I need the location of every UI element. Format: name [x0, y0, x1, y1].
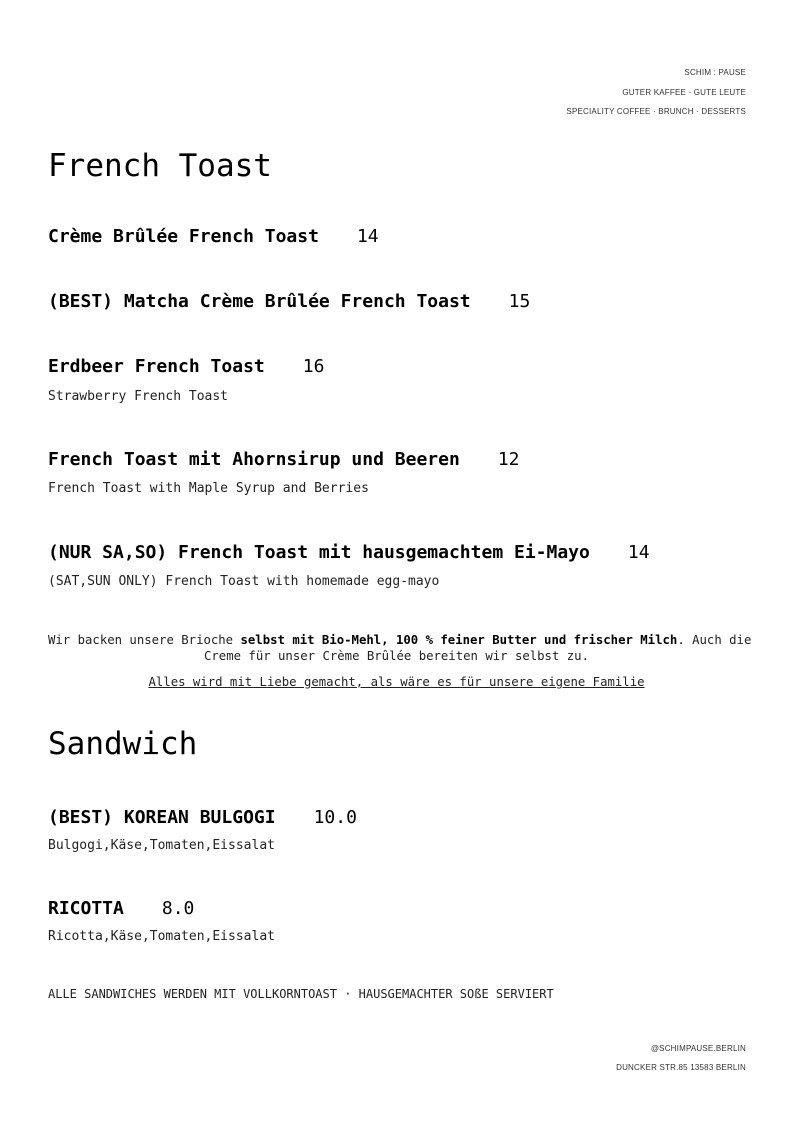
menu-item-name: (BEST) Matcha Crème Brûlée French Toast: [48, 291, 471, 312]
menu-item-price: 16: [302, 356, 325, 377]
menu-item-creme-brulee-french-toast: [48, 226, 379, 247]
menu-item-name: RICOTTA: [48, 898, 124, 919]
menu-item-price: 10.0: [313, 807, 357, 828]
menu-item-ricotta: [48, 898, 194, 919]
section-title-sandwich: Sandwich: [48, 726, 198, 762]
menu-item-ahornsirup-french-toast: [48, 449, 520, 470]
brioche-note-line-2: Creme für unser Crème Brûlée bereiten wir selbst zu.: [204, 649, 589, 663]
note-emphasis: selbst mit Bio-Mehl, 100 % feiner Butter und frischer Milch: [240, 633, 678, 647]
note-text: Wir backen unsere Brioche: [48, 633, 241, 647]
brioche-note: [48, 632, 752, 664]
menu-item-name: (NUR SA,SO) French Toast mit hausgemachtem Ei-Mayo: [48, 542, 590, 563]
header-subtitle: SPECIALITY COFFEE · BRUNCH · DESSERTS: [566, 107, 746, 116]
sandwich-note: ALLE SANDWICHES WERDEN MIT VOLLKORNTOAST · HAUSGEMACHTER SOßE SERVIERT: [48, 987, 554, 1001]
brioche-note-line-1: [48, 632, 752, 648]
menu-item-description: Strawberry French Toast: [48, 389, 229, 404]
menu-item-matcha-creme-brulee-french-toast: [48, 291, 530, 312]
menu-item-name: (BEST) KOREAN BULGOGI: [48, 807, 276, 828]
menu-item-price: 12: [497, 449, 520, 470]
note-text: . Auch die: [677, 633, 752, 647]
menu-item-description: French Toast with Maple Syrup and Berries: [48, 481, 369, 496]
footer-address: DUNCKER STR.85 13583 BERLIN: [616, 1063, 746, 1072]
menu-item-price: 15: [508, 291, 531, 312]
menu-item-price: 8.0: [161, 898, 195, 919]
menu-item-description: Bulgogi,Käse,Tomaten,Eissalat: [48, 838, 275, 853]
menu-item-price: 14: [356, 226, 379, 247]
menu-item-korean-bulgogi: [48, 807, 357, 828]
menu-item-ei-mayo-french-toast: [48, 542, 650, 563]
family-note: Alles wird mit Liebe gemacht, als wäre es für unsere eigene Familie: [148, 675, 645, 689]
menu-item-price: 14: [627, 542, 650, 563]
menu-item-description: (SAT,SUN ONLY) French Toast with homemade egg-mayo: [48, 574, 440, 589]
header-brand: SCHIM : PAUSE: [684, 68, 746, 77]
menu-item-name: Erdbeer French Toast: [48, 356, 265, 377]
header-tagline: GUTER KAFFEE · GUTE LEUTE: [622, 88, 746, 97]
menu-item-name: French Toast mit Ahornsirup und Beeren: [48, 449, 460, 470]
menu-item-erdbeer-french-toast: [48, 356, 324, 377]
menu-item-description: Ricotta,Käse,Tomaten,Eissalat: [48, 929, 275, 944]
footer-instagram: @SCHIMPAUSE.BERLIN: [650, 1044, 746, 1053]
section-title-french-toast: French Toast: [48, 148, 272, 184]
menu-item-name: Crème Brûlée French Toast: [48, 226, 319, 247]
